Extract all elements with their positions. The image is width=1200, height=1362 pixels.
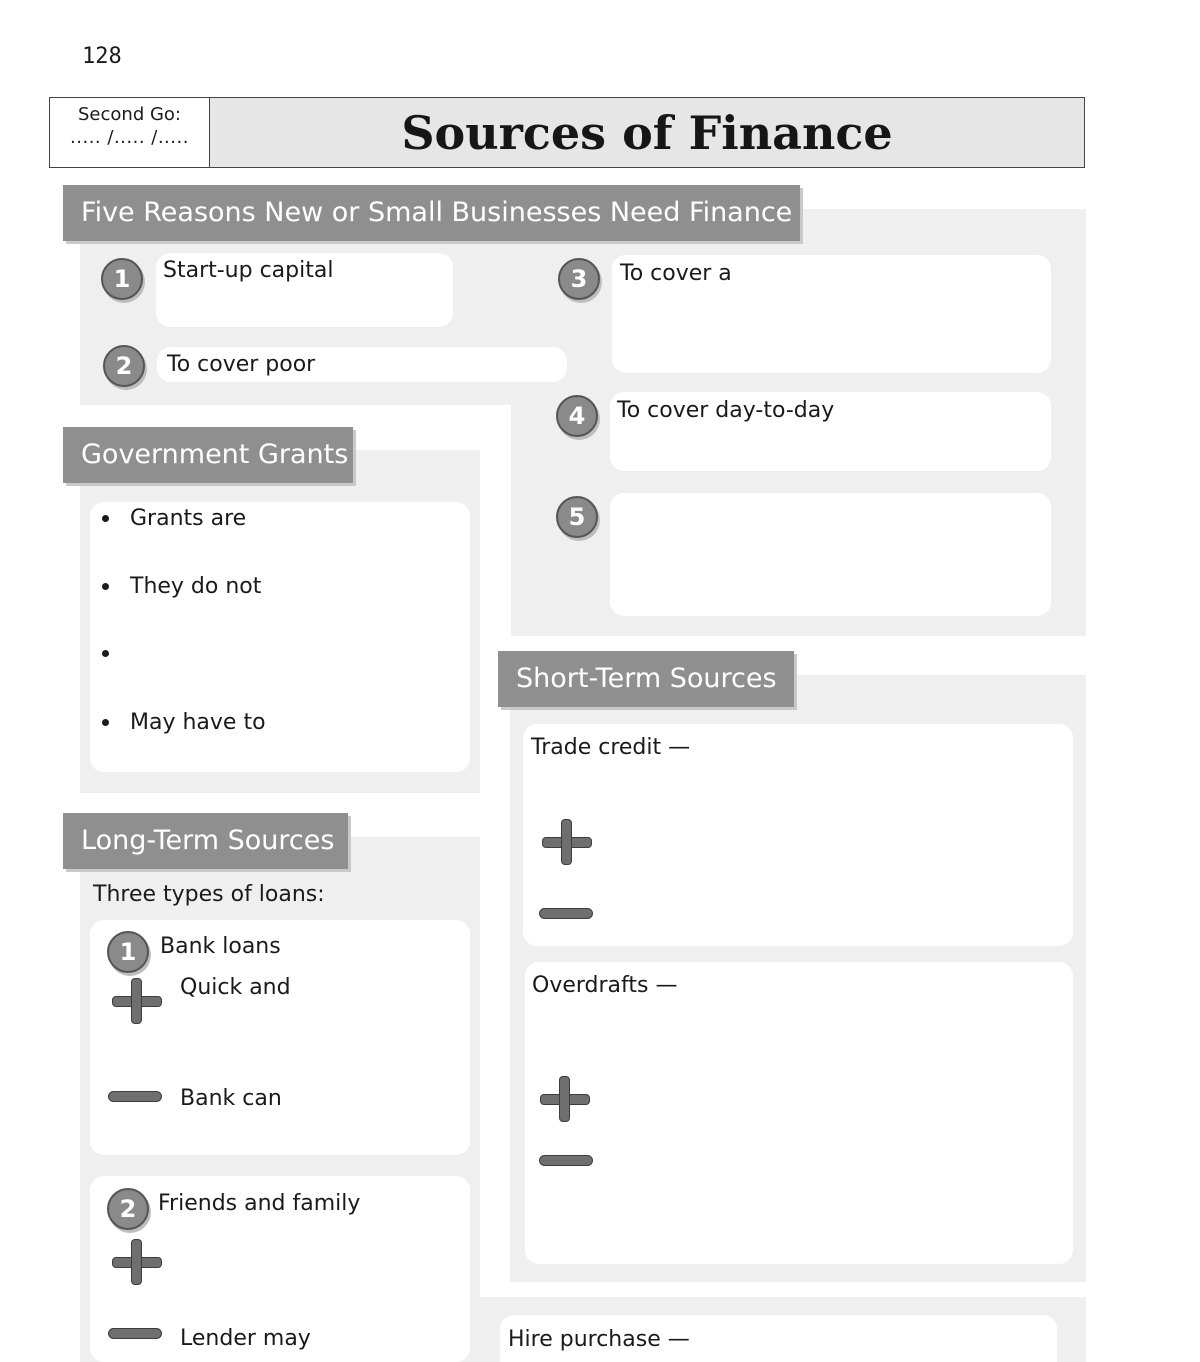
minus-icon	[539, 908, 593, 919]
plus-icon	[112, 1239, 162, 1285]
reason-5-number: 5	[556, 496, 598, 538]
long-term-intro: Three types of loans:	[93, 882, 325, 907]
reason-1-text: Start-up capital	[163, 258, 334, 283]
page-title: Sources of Finance	[401, 105, 893, 160]
loan-1-minus-text: Bank can	[180, 1086, 282, 1111]
loan-1-title: Bank loans	[160, 934, 281, 959]
grants-bullet-4: May have to	[130, 710, 266, 735]
reason-1-number: 1	[101, 258, 143, 300]
loan-2-number: 2	[107, 1188, 149, 1230]
page-number: 128	[82, 44, 122, 69]
plus-icon	[542, 819, 592, 865]
grants-bullet-2: They do not	[130, 574, 262, 599]
minus-icon	[108, 1091, 162, 1102]
five-reasons-heading: Five Reasons New or Small Businesses Need Finance	[63, 185, 800, 241]
plus-icon	[540, 1076, 590, 1122]
long-term-heading: Long-Term Sources	[63, 813, 348, 869]
reason-3-text: To cover a	[620, 261, 732, 286]
loan-1-number: 1	[107, 931, 149, 973]
date-field[interactable]: ..... /..... /.....	[70, 127, 189, 148]
plus-icon	[112, 978, 162, 1024]
trade-credit-title: Trade credit —	[531, 735, 691, 760]
grants-bullet-1: Grants are	[130, 506, 247, 531]
bullet-dot	[102, 650, 109, 657]
reason-3-number: 3	[558, 258, 600, 300]
hire-purchase-title: Hire purchase —	[508, 1327, 690, 1352]
overdrafts-answer-box[interactable]	[525, 962, 1073, 1264]
reason-2-text: To cover poor	[167, 352, 316, 377]
short-term-heading: Short-Term Sources	[498, 651, 794, 707]
reason-4-number: 4	[556, 395, 598, 437]
page-header	[49, 97, 1085, 168]
grants-heading: Government Grants	[63, 427, 353, 483]
reason-5-answer-box[interactable]	[610, 493, 1051, 616]
overdrafts-title: Overdrafts —	[532, 973, 678, 998]
date-label: Second Go:	[78, 104, 181, 125]
loan-1-plus-text: Quick and	[180, 975, 291, 1000]
bullet-dot	[102, 583, 109, 590]
minus-icon	[108, 1328, 162, 1339]
reason-4-text: To cover day-to-day	[617, 398, 835, 423]
loan-2-title: Friends and family	[158, 1191, 361, 1216]
minus-icon	[539, 1155, 593, 1166]
date-box	[50, 98, 210, 167]
bullet-dot	[102, 719, 109, 726]
bullet-dot	[102, 515, 109, 522]
loan-2-minus-text: Lender may	[180, 1326, 311, 1351]
reason-2-number: 2	[103, 345, 145, 387]
